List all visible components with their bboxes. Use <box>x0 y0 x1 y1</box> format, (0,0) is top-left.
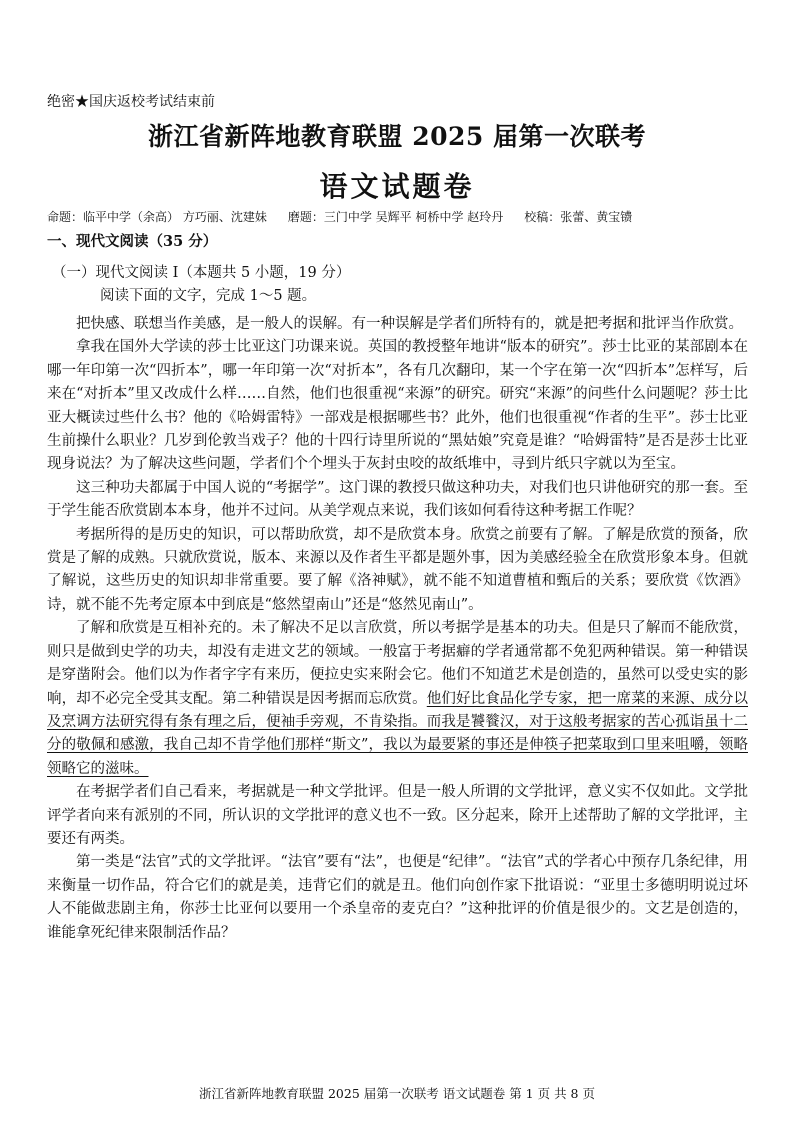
passage-paragraph-1: 把快感、联想当作美感，是一般人的误解。有一种误解是学者们所特有的，就是把考据和批评当作欣赏。 <box>76 316 743 332</box>
passage-paragraph-7: 第一类是“法官”式的文学批评。“法官”要有“法”，也便是“纪律”。“法官”式的学者心中预存几条纪律，用来衡量一切作品，符合它们的就是美，违背它们的就是丑。他们向创作家下批语说：“亚里士多德明明说过坏人不能做悲剧主角，你莎士比亚何以要用一个杀皇帝的麦克白？”这种批评的价值是很少的。文艺是创造的，谁能拿死纪律来限制活作品？ <box>47 854 748 941</box>
exam-title: 浙江省新阵地教育联盟 2025 届第一次联考 <box>148 122 646 151</box>
underlined-sentence: 他们好比食品化学专家，把一席菜的来源、成分以及烹调方法研究得有条有理之后，便袖手旁观，不肯染指。而我是饕餮汉，对于这般考据家的苦心孤诣虽十二分的敬佩和感激，我自己却不肯学他们那样“斯文”，我以为最要紧的事还是伸筷子把菜取到口里来咀嚼，领略领略它的滋味。 <box>47 690 748 777</box>
exam-subtitle: 语文试题卷 <box>319 170 475 203</box>
paragraph-5-text: 了解和欣赏是互相补充的。未了解决不足以言欣赏，所以考据学是基本的功夫。但是只了解而不能欣赏，则只是做到史学的功夫，却没有走进文艺的领域。一般富于考据癖的学者通常都不免犯两种错误。第一种错误是穿凿附会。他们以为作者字字有来历，便拉史实来附会它。他们不知道艺术是创造的，虽然可以受史实的影响，却不必完全受其支配。第二种错误是因考据而忘欣赏。 <box>47 620 748 707</box>
credits-proofreaders: 校稿：张蕾、黄宝镄 <box>524 210 633 224</box>
passage-paragraph-4: 考据所得的是历史的知识，可以帮助欣赏，却不是欣赏本身。欣赏之前要有了解。了解是欣赏的预备，欣赏是了解的成熟。只就欣赏说，版本、来源以及作者生平都是题外事，因为美感经验全在欣赏形象本身。但就了解说，这些历史的知识却非常重要。要了解《洛神赋》，就不能不知道曹植和甄后的关系；要欣赏《饮酒》诗，就不能不先考定原本中到底是“悠然望南山”还是“悠然见南山”。 <box>47 526 748 613</box>
credits-line <box>47 208 632 225</box>
section-heading: 一、现代文阅读（35 分） <box>47 233 218 250</box>
part-heading: （一）现代文阅读 I（本题共 5 小题，19 分） <box>52 265 351 281</box>
reading-passage <box>47 313 748 945</box>
credits-authors: 命题：临平中学（余高） 方巧丽、沈建妹 <box>47 210 267 224</box>
passage-paragraph-6: 在考据学者们自己看来，考据就是一种文学批评。但是一般人所谓的文学批评，意义实不仅如此。文学批评学者向来有派别的不同，所认识的文学批评的意义也不一致。区分起来，除开上述帮助了解的文学批评，主要还有两类。 <box>47 784 748 847</box>
credits-reviewers: 磨题：三门中学 吴辉平 柯桥中学 赵玲丹 <box>287 210 504 224</box>
confidentiality-label: 绝密★国庆返校考试结束前 <box>47 94 215 110</box>
reading-instruction: 阅读下面的文字，完成 1～5 题。 <box>100 288 317 304</box>
passage-paragraph-2: 拿我在国外大学读的莎士比亚这门功课来说。英国的教授整年地讲“版本的研究”。莎士比亚的某部剧本在哪一年印第一次“四折本”，哪一年印第一次“对折本”，各有几次翻印，某一个字在第一次“四折本”怎样写，后来在“对折本”里又改成什么样……自然，他们也很重视“来源”的研究。研究“来源”的问些什么问题呢？莎士比亚大概读过些什么书？他的《哈姆雷特》一部戏是根据哪些书？此外，他们也很重视“作者的生平”。莎士比亚生前操什么职业？几岁到伦敦当戏子？他的十四行诗里所说的“黑姑娘”究竟是谁？“哈姆雷特”是否是莎士比亚现身说法？为了解决这些问题，学者们个个埋头于灰封虫咬的故纸堆中，寻到片纸只字就以为至宝。 <box>47 339 748 473</box>
passage-paragraph-5 <box>47 617 748 781</box>
passage-paragraph-3: 这三种功夫都属于中国人说的“考据学”。这门课的教授只做这种功夫，对我们也只讲他研究的那一套。至于学生能否欣赏剧本本身，他并不过问。从美学观点来说，我们该如何看待这种考据工作呢？ <box>47 479 748 520</box>
page-footer: 浙江省新阵地教育联盟 2025 届第一次联考 语文试题卷 第 1 页 共 8 页 <box>199 1086 595 1101</box>
